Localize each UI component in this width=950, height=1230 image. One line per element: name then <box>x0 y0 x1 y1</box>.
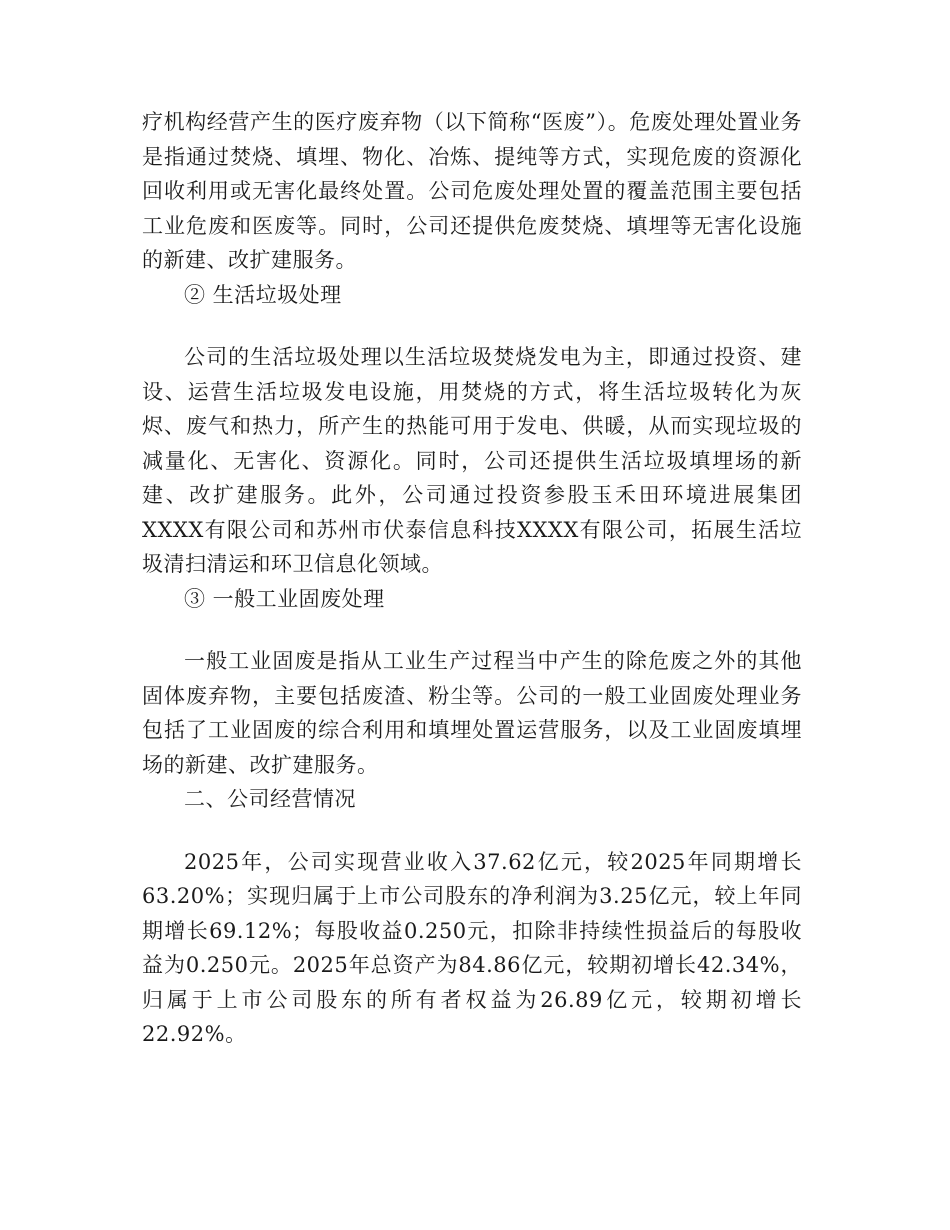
paragraph-industrial-solid-waste: 一般工业固废是指从工业生产过程当中产生的除危废之外的其他固体废弃物，主要包括废渣、粉尘等。公司的一般工业固废处理业务包括了工业固废的综合利用和填埋处置运营服务，以及工业固废填埋场的新建、改扩建服务。 <box>142 649 802 777</box>
heading-industrial-solid-waste: ③ 一般工业固废处理 <box>184 586 385 611</box>
document-page <box>142 105 802 1052</box>
paragraph-hazardous-waste: 疗机构经营产生的医疗废弃物（以下简称“医废”）。危废处理处置业务是指通过焚烧、填埋、物化、冶炼、提纯等方式，实现危废的资源化回收利用或无害化最终处置。公司危废处理处置的覆盖范围主要包括工业危废和医废等。同时，公司还提供危废焚烧、填埋等无害化设施的新建、改扩建服务。 <box>142 110 802 272</box>
heading-domestic-waste: ② 生活垃圾处理 <box>184 282 342 307</box>
paragraph-business-performance: 2025年，公司实现营业收入37.62亿元，较2025年同期增长63.20%；实现归属于上市公司股东的净利润为3.25亿元，较上年同期增长69.12%；每股收益0.250元，扣除非持续性损益后的每股收益为0.250元。2025年总资产为84.86亿元，较期初增长42.34%，归属于上市公司股东的所有者权益为26.89亿元，较期初增长22.92%。 <box>142 849 802 1046</box>
heading-business-performance: 二、公司经营情况 <box>184 787 356 811</box>
paragraph-domestic-waste: 公司的生活垃圾处理以生活垃圾焚烧发电为主，即通过投资、建设、运营生活垃圾发电设施，用焚烧的方式，将生活垃圾转化为灰烬、废气和热力，所产生的热能可用于发电、供暖，从而实现垃圾的减量化、无害化、资源化。同时，公司还提供生活垃圾填埋场的新建、改扩建服务。此外，公司通过投资参股玉禾田环境进展集团XXXX有限公司和苏州市伏泰信息科技XXXX有限公司，拓展生活垃圾清扫清运和环卫信息化领域。 <box>142 345 802 576</box>
